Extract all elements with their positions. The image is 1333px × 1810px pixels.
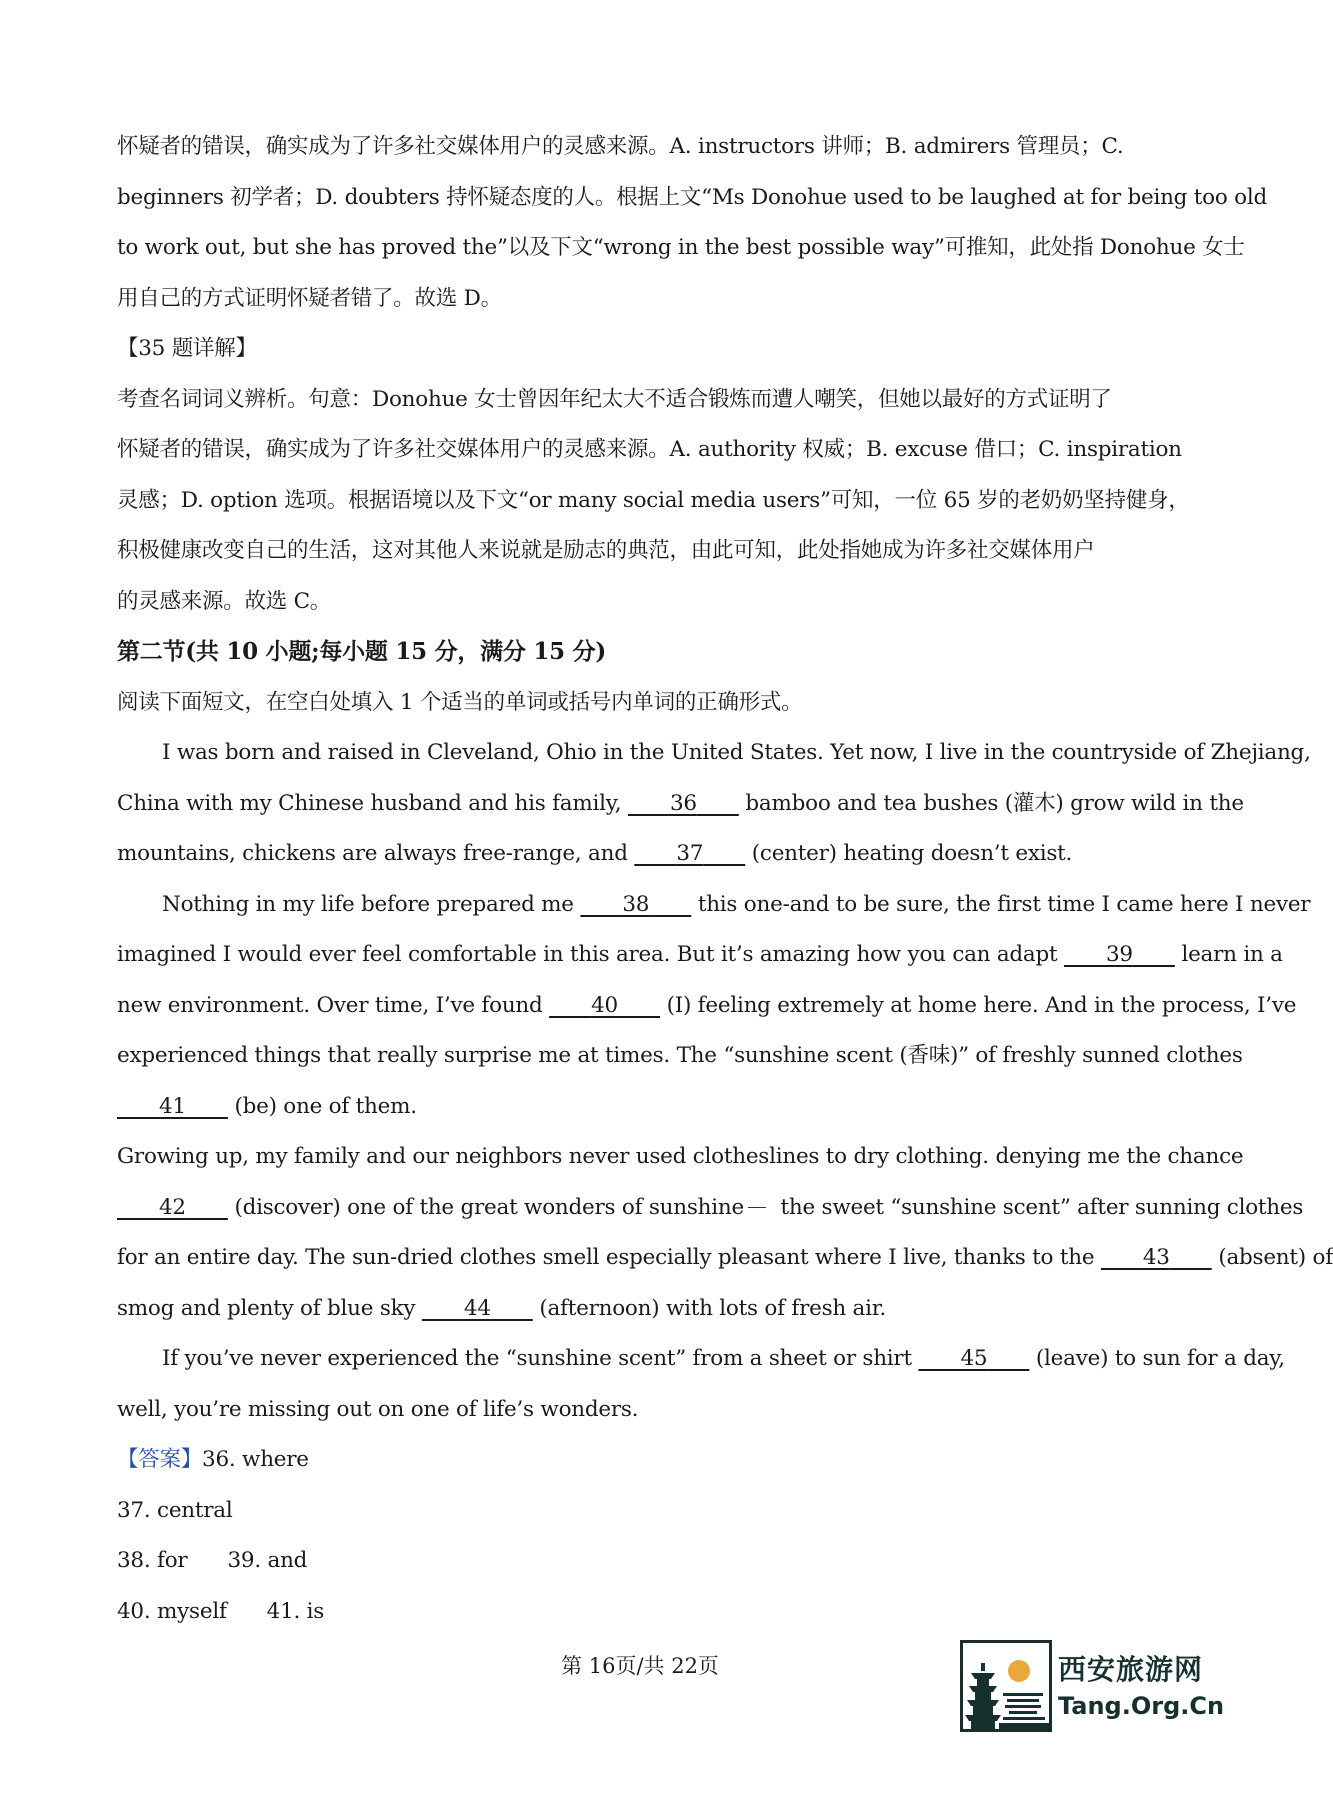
blank-45: 45: [960, 1346, 988, 1371]
answer-line: [117, 1536, 1177, 1587]
passage-text: imagined I would ever feel comfortable in this area. But it’s amazing how you can adapt: [117, 942, 1064, 967]
blank-41: 41: [159, 1093, 186, 1119]
logo-url: Tang.Org.Cn: [1058, 1692, 1225, 1720]
answer-37: 37. central: [117, 1497, 233, 1523]
explanation-line: 的灵感来源。故选 C。: [117, 588, 332, 614]
passage-text: Nothing in my life before prepared me: [162, 891, 581, 917]
passage-line: [117, 829, 1177, 880]
answer-36: 36. where: [202, 1447, 309, 1472]
passage-line: [117, 930, 1283, 981]
answer-label: 【答案】: [117, 1447, 203, 1472]
answer-line: [117, 1587, 1177, 1638]
passage-text: new environment. Over time, I’ve found: [117, 992, 550, 1018]
passage-text: (leave) to sun for a day,: [1029, 1346, 1285, 1371]
blank-36: 36: [669, 790, 697, 816]
passage-text: well, you’re missing out on one of life’s wonders.: [117, 1396, 639, 1422]
blank-43: 43: [1142, 1245, 1170, 1270]
answer-line: [117, 1435, 1177, 1486]
blank-38: 38: [622, 891, 650, 917]
passage-line: [117, 1031, 1243, 1082]
pagoda-icon: [963, 1643, 1049, 1729]
passage-line: [117, 728, 1311, 779]
passage-text: Growing up, my family and our neighbors never used clotheslines to dry clothing. denying me the chance: [117, 1144, 1244, 1169]
q35-heading: 【35 题详解】: [117, 336, 257, 361]
passage-text: I was born and raised in Cleveland, Ohio in the United States. Yet now, I live in the countryside of Zhejiang,: [162, 740, 1311, 765]
blank-37: 37: [676, 841, 704, 866]
passage-text: learn in a: [1174, 942, 1283, 967]
answer-39: 39. and: [227, 1548, 308, 1573]
page-number: 第 16页/共 22页: [561, 1654, 719, 1678]
passage-text: (discover) one of the great wonders of sunshine: [227, 1194, 744, 1220]
passage-line: [117, 779, 1244, 830]
explanation-line: 考查名词词义辨析。句意：Donohue 女士曾因年纪太大不适合锻炼而遭人嘲笑，但她以最好的方式证明了: [117, 386, 1112, 412]
passage-text: (I) feeling extremely at home here. And in the process, I’ve: [659, 992, 1297, 1018]
logo-name: 西安旅游网: [1058, 1653, 1204, 1686]
passage-line: [117, 1183, 1304, 1234]
passage-line: [117, 1334, 1285, 1385]
answer-38: 38. for: [117, 1548, 188, 1573]
blank-42: 42: [159, 1194, 186, 1220]
passage-text: China with my Chinese husband and his family,: [117, 790, 628, 816]
passage-text: (center) heating doesn’t exist.: [745, 841, 1073, 866]
passage-text: the sweet “sunshine scent” after sunning clothes: [773, 1194, 1304, 1220]
passage-text: bamboo and tea bushes (灌木) grow wild in the: [738, 790, 1244, 816]
passage-line: [117, 1082, 1177, 1133]
passage-line: [117, 1385, 1177, 1436]
answer-41: 41. is: [266, 1598, 325, 1624]
page-content: [117, 122, 1333, 1637]
passage-text: If you’ve never experienced the “sunshine scent” from a sheet or shirt: [162, 1346, 919, 1371]
em-dash: [748, 1207, 766, 1208]
passage-text: smog and plenty of blue sky: [117, 1295, 422, 1321]
section-heading: 第二节(共 10 小题;每小题 15 分，满分 15 分): [117, 638, 607, 665]
explanation-line: 怀疑者的错误，确实成为了许多社交媒体用户的灵感来源。A. instructors 讲师；B. admirers 管理员；C.: [117, 134, 1124, 159]
explanation-line: 用自己的方式证明怀疑者错了。故选 D。: [117, 285, 502, 311]
passage-text: (be) one of them.: [227, 1093, 417, 1119]
passage-text: (afternoon) with lots of fresh air.: [532, 1295, 886, 1321]
passage-text: for an entire day. The sun-dried clothes smell especially pleasant where I live, thanks to the: [117, 1245, 1101, 1270]
passage-text: experienced things that really surprise me at times. The “sunshine scent (香味)” of freshly sunned clothes: [117, 1043, 1243, 1068]
passage-line: [117, 981, 1297, 1032]
passage-line: [117, 1284, 1177, 1335]
section-instruction: 阅读下面短文，在空白处填入 1 个适当的单词或括号内单词的正确形式。: [117, 689, 803, 715]
explanation-line: 灵感；D. option 选项。根据语境以及下文“or many social media users”可知，一位 65 岁的老奶奶坚持健身，: [117, 487, 1190, 513]
blank-44: 44: [463, 1295, 491, 1321]
explanation-line: 怀疑者的错误，确实成为了许多社交媒体用户的灵感来源。A. authority 权威；B. excuse 借口；C. inspiration: [117, 437, 1182, 462]
explanation-line: beginners 初学者；D. doubters 持怀疑态度的人。根据上文“Ms Donohue used to be laughed at for being too old: [117, 184, 1267, 210]
logo-emblem: [960, 1640, 1052, 1732]
passage-text: mountains, chickens are always free-range, and: [117, 841, 635, 866]
explanation-line: to work out, but she has proved the”以及下文“wrong in the best possible way”可推知，此处指 Donohue 女士: [117, 235, 1245, 260]
explanation-line: 积极健康改变自己的生活，这对其他人来说就是励志的典范，由此可知，此处指她成为许多社交媒体用户: [117, 538, 1095, 563]
passage-text: (absent) of: [1211, 1245, 1333, 1270]
blank-40: 40: [591, 992, 618, 1018]
blank-39: 39: [1106, 942, 1133, 967]
passage-line: [117, 1233, 1333, 1284]
answer-40: 40. myself: [117, 1598, 227, 1624]
passage-line: [117, 880, 1311, 931]
passage-line: [117, 1132, 1244, 1183]
site-logo: [960, 1640, 1225, 1736]
passage-text: this one-and to be sure, the first time I came here I never: [691, 891, 1311, 917]
